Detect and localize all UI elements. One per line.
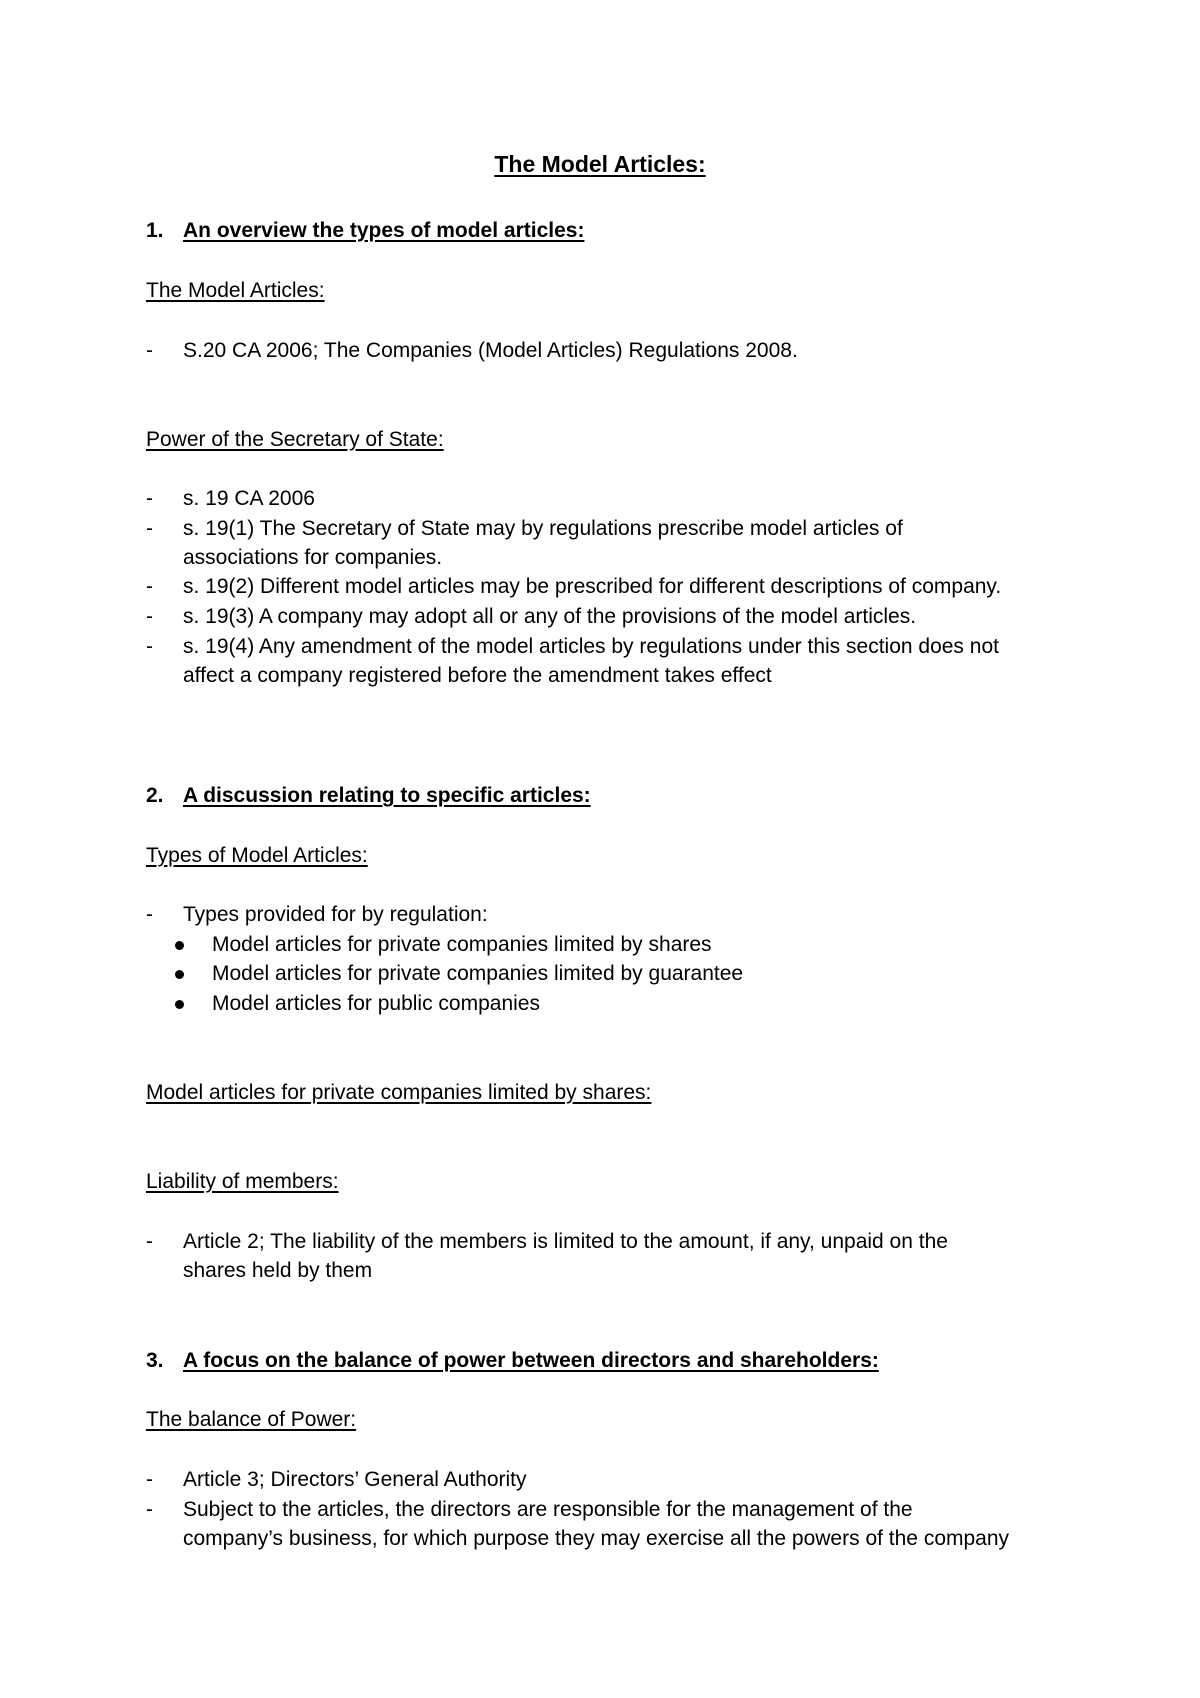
bullet-icon xyxy=(175,970,184,979)
section-1-subheading-secretary: Power of the Secretary of State: xyxy=(146,428,444,451)
list-item: S.20 CA 2006; The Companies (Model Articles) Regulations 2008. xyxy=(183,339,798,362)
section-2-subheading-types: Types of Model Articles: xyxy=(146,844,368,867)
section-2-subheading-liability: Liability of members: xyxy=(146,1170,339,1193)
list-item-continuation: shares held by them xyxy=(183,1259,373,1282)
document-title: The Model Articles: xyxy=(494,151,706,177)
dash-bullet: - xyxy=(146,339,153,362)
bullet-item: Model articles for public companies xyxy=(212,992,540,1015)
dash-bullet: - xyxy=(146,903,153,926)
section-3-heading: A focus on the balance of power between directors and shareholders: xyxy=(183,1349,879,1372)
list-item: s. 19(3) A company may adopt all or any of the provisions of the model articles. xyxy=(183,605,917,628)
dash-bullet: - xyxy=(146,605,153,628)
list-item-continuation: affect a company registered before the amendment takes effect xyxy=(183,664,772,687)
list-item: Article 2; The liability of the members is limited to the amount, if any, unpaid on the xyxy=(183,1230,948,1253)
list-item: Types provided for by regulation: xyxy=(183,903,488,926)
section-1-number: 1. xyxy=(146,219,164,242)
section-2-subheading-private-shares: Model articles for private companies limited by shares: xyxy=(146,1081,652,1104)
list-item: Article 3; Directors’ General Authority xyxy=(183,1468,527,1491)
bullet-icon xyxy=(175,941,184,950)
dash-bullet: - xyxy=(146,635,153,658)
dash-bullet: - xyxy=(146,1230,153,1253)
list-item-continuation: company’s business, for which purpose they may exercise all the powers of the company xyxy=(183,1527,1010,1550)
section-1-subheading-model-articles: The Model Articles: xyxy=(146,279,325,302)
dash-bullet: - xyxy=(146,1468,153,1491)
dash-bullet: - xyxy=(146,575,153,598)
section-2-number: 2. xyxy=(146,784,164,807)
list-item: s. 19(2) Different model articles may be prescribed for different descriptions of company. xyxy=(183,575,1002,598)
dash-bullet: - xyxy=(146,487,153,510)
list-item: s. 19(4) Any amendment of the model articles by regulations under this section does not xyxy=(183,635,999,658)
section-2-heading: A discussion relating to specific articles: xyxy=(183,784,591,807)
bullet-item: Model articles for private companies limited by shares xyxy=(212,933,712,956)
bullet-icon xyxy=(175,1000,184,1009)
list-item: s. 19 CA 2006 xyxy=(183,487,315,510)
section-1-heading: An overview the types of model articles: xyxy=(183,219,585,242)
list-item: Subject to the articles, the directors are responsible for the management of the xyxy=(183,1498,913,1521)
list-item-continuation: associations for companies. xyxy=(183,546,443,569)
bullet-item: Model articles for private companies limited by guarantee xyxy=(212,962,744,985)
section-3-subheading-balance: The balance of Power: xyxy=(146,1408,357,1431)
list-item: s. 19(1) The Secretary of State may by regulations prescribe model articles of xyxy=(183,517,903,540)
dash-bullet: - xyxy=(146,1498,153,1521)
section-3-number: 3. xyxy=(146,1349,164,1372)
dash-bullet: - xyxy=(146,517,153,540)
